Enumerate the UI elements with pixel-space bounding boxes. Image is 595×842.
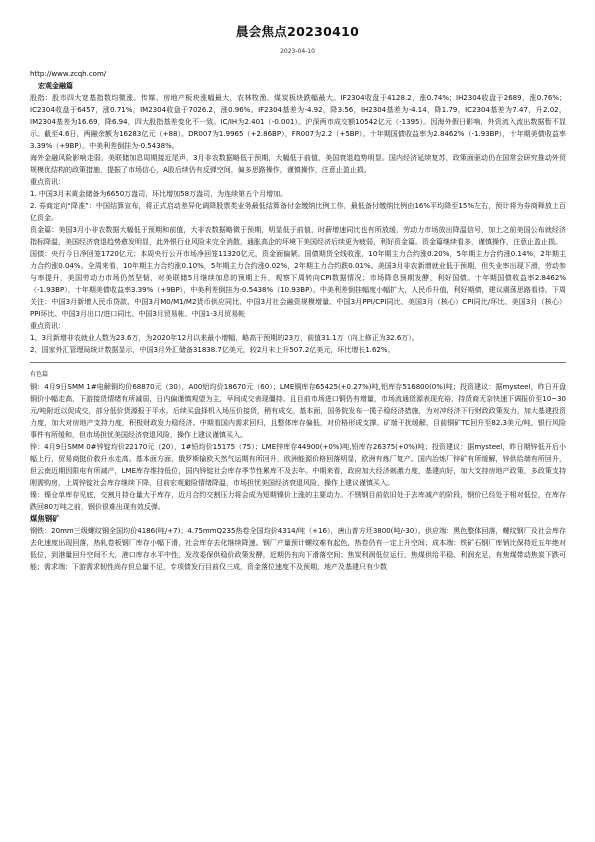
document-title: 晨会焦点20230410: [235, 24, 360, 39]
macro-heading: 宏观金融篇: [38, 82, 73, 90]
key-news-item: 2. 券商定向“降准”：中国结算宣布，将正式启动差异化调降股票类业务最低结算备付金缴纳比例工作，最低备付缴纳比例由16%平均降至15%左右，预计将为券商释放上百亿资金。: [30, 202, 566, 222]
document-body: [30, 68, 566, 573]
steel-paragraph: 钢铁：20mm三级螺纹钢全国均价4186(吨/+7)；4.75mmQ235热卷全国均价4314/吨（+16），唐山普方坯3800(吨/-30）。供应端：黑色整体回落，螺纹钢厂及社会库存去化速度出现回落，热轧卷板钢厂库存小幅下滑，社会库存去化继续降速。钢厂产量预计螺纹难有起色，热卷仍有一定上升空间；成本端：铁矿石钢厂库销比保持近五年绝对低位，到港量回升空间不大，港口库存水平中性，发改委保供稳价政策发酵，近期仍有向下滑落空间；焦炭利润低位运行，焦煤供给平稳、利润充足，有焦煤带动焦炭下跌可能；需求端：下游需求韧性尚存但总量不足，专项债发行目前仅三成，资金落位速度不及预期，地产及基建只有少数: [30, 527, 566, 571]
website-link[interactable]: http://www.zcqh.com/: [30, 70, 107, 78]
document-date: 2023-04-10: [280, 48, 315, 55]
key-news-item: 2、国家外汇管理局统计数据显示，中国3月外汇储备31838.7亿美元，较2月末上升507.2亿美元，环比增长1.62%。: [30, 346, 395, 354]
nickel-paragraph: 镍：镍仓单库存见底，交割月持仓量大于库存，近月合约交割压力将会成为短期镍价上涨的主要动力。不锈钢目前依旧处于去库减产的阶段，钢价已经处于相对低位，在库存跌回80万吨之前，钢价很难出现有效反弹。: [30, 491, 566, 511]
nonferrous-label: 有色篇: [30, 371, 49, 378]
key-news-label: 重点资讯：: [30, 322, 65, 330]
key-news-item: 1. 中国3月末黄金储备为6650万盎司，环比增加58万盎司，为连续第五个月增加。: [30, 190, 288, 198]
zinc-paragraph: 锌：4月9日SMM 0#锌锭均价22170元（20），1#铅均价15175（75）；LME锌库存44900(+0%)吨,铅库存26375(+0%)吨；投资建议：据mysteel，昨日期锌低开后小幅上行，贸易商挺价救升水走高。基本面方面，俄罗斯输欧天然气运期有所回升，欧洲能源价格回落明显，欧洲有炼厂复产。国内冶炼厂锌矿有所缓解，锌供给端有所回升，但云南近期因限电有所减产，LME库存维持低位，国内锌锭社会库存季节性累库不及去年。中期来看，政府加大经济刺激力度，基建向好，加大支持房地产政策，多政策支持刚需购房，上周锌锭社会库存继续下降，目前宏观避险情绪降温，市场担忧美国经济衰退风险，操作上建议谨慎买入。: [30, 443, 566, 487]
treasury-paragraph: 国债：央行今日净回笼1720亿元；本周央行公开市场净回笼11320亿元，资金面偏紧。国债期货全线收涨，10年期主力合约涨0.20%，5年期主力合约涨0.14%，2年期主力合约涨0.04%。全周来看，10年期主力合约涨0.10%，5年期主力合约涨0.02%，2年期主力合约跌0.01%。美国3月非农新增就业低于预期，但失业率出现下滑，劳动参与率提升，美国劳动力市场仍然坚韧，对美联储5月继续加息的预期上升，观察下周转向CPI数据情况；市场降息预期发酵，利好国债。十年期国债收益率2.8462%（-1.93BP），十年期美债收益率3.39%（+9BP），中美利差倒挂为-0.5438%（10.93BP）。中美利差倒挂幅度小幅扩大，人民币升值，利好期债，建议震荡思路看待。下周关注：中国3月新增人民币贷款、中国3月M0/M1/M2货币供应同比、中国3月社会融资规模增量、中国3月PPI/CPI同比、美国3月（核心）CPI同比/环比、美国3月（核心）PPI环比、中国3月出口/进口同比、中国3月贸易帐、中国1-3月贸易帐: [30, 250, 566, 318]
copper-paragraph: 铜：4月9日SMM 1#电解铜均价68870元（30），A00铝均价18670元（60）；LME铜库存65425(+0.27%)吨,铝库存516800(0%)吨；投资建议：据mysteel，昨日开盘铜价小幅走高，下游接货情绪有所减弱，日内偏谨慎观望为主，早间成交表现僵持。且目前市场进口铜仍有增量，市场流通货源表现充裕，持货商无奈快速下调报价至10~30元/吨附近以促成交，部分低价货源报于平水，后续买盘择机入场压价接货，稍有成交。基本面，国务院发布一揽子稳经济措施，为对冲经济下行财政政策发力，加大基建投资力度，加大对房地产支持力度，积极财政发力稳经济。中期看国内需求回归，且整体库存偏低，对价格形成支撑。矿端干扰缓解，目前铜矿TC回升至82.3美元/吨，银行风险事件有所缓和，但市场担忧美国经济衰退风险，操作上建议谨慎买入。: [30, 383, 566, 439]
macro-section: [30, 80, 566, 92]
key-news-item: 1、3月新增非农就业人数为23.6万，为2020年12月以来最小增幅，略高于预期的23万，前值31.1万（向上修正为32.6万）。: [30, 334, 419, 342]
overseas-outlook-paragraph: 海外金融风险影响走弱，美联储加息周期接近尾声，3月非农数据略低于预期，大幅低于前值，美国衰退趋势明显。国内经济延续复苏，政策面驱动仍在国常会研究推动外贸规模优结构的政策措施，提振了市场信心，A股后续仍有反弹空间，偏多思路操作，谨慎操作，注意止盈止损。: [30, 154, 566, 174]
coal-steel-heading: 煤焦钢矿: [30, 514, 60, 523]
section-divider: [30, 362, 566, 363]
key-news-label: 重点资讯：: [30, 178, 65, 186]
funds-paragraph: 资金篇：美国3月小非农数据大幅低于预期和前值，大非农数据略微于预期，明显低于前值，时薪增速同比也有所放缓，劳动力市场放出降温信号，加上之前美国公布就经济指标降温，美国经济衰退趋势愈发明显，此外银行业风险未完全消散，通胀高企的环境下美国经济后续更为疲弱，利好资金篇。资金篇继续看多，谨慎操作，注意止盈止损。: [30, 226, 566, 246]
stock-index-paragraph: 股指：股市四大宽基指数均微涨。传媒、房地产板块涨幅最大，农林牧渔、煤炭板块跌幅最大。IF2304收盘于4128.2，涨0.74%；IH2304收盘于2689，涨0.76%；IC2304收盘于6457，涨0.71%，IM2304收盘于7026.2，涨0.96%。IF2304基差为-4.92，降3.56，IH2304基差为-4.14，降1.79，IC2304基差为7.47，升2.02，IM2304基差为16.69，降6.94，四大股指基差变化不一致。IC/IH为2.401（-0.001）。沪深两市成交额10542亿元（-1395）。因海外假日影响，外资流入流出数据暂不显示。截至4.6日，两融余额为16283亿元（+88）。DR007为1.9965（+2.86BP），FR007为2.2（+5BP）。十年期国债收益率为2.8462%（-1.93BP），十年期美债收益率3.39%（+9BP）。中美利差倒挂为-0.5438%。: [30, 94, 566, 150]
